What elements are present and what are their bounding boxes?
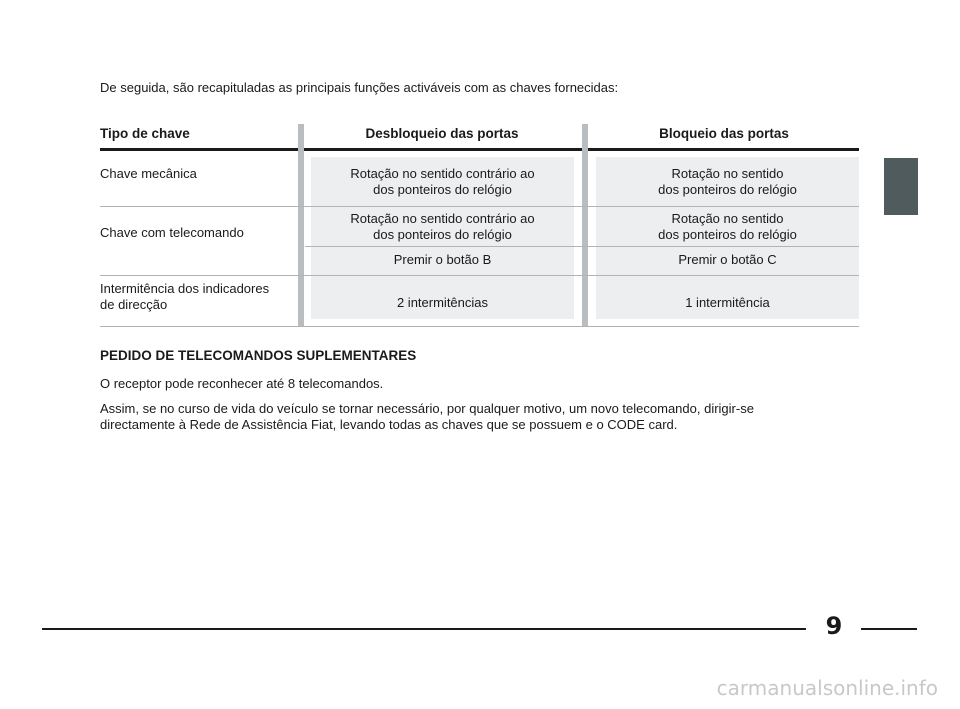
row-divider bbox=[100, 275, 859, 276]
row-divider bbox=[305, 246, 859, 247]
table-bottom-rule bbox=[100, 326, 859, 327]
row-key-type: Chave com telecomando bbox=[100, 225, 244, 240]
chapter-tab-marker bbox=[884, 158, 918, 215]
column-divider bbox=[298, 124, 304, 326]
row-unlock-cell: Rotação no sentido contrário ao dos ponteiros do relógio bbox=[350, 166, 535, 197]
page-number: 9 bbox=[825, 612, 843, 640]
row-lock-extra-cell: Premir o botão C bbox=[678, 252, 777, 267]
row-unlock-cell: Rotação no sentido contrário ao dos ponteiros do relógio bbox=[350, 211, 535, 242]
watermark: carmanualsonline.info bbox=[716, 676, 938, 700]
row-divider bbox=[100, 206, 859, 207]
intro-text: De seguida, são recapituladas as principais funções activáveis com as chaves fornecidas: bbox=[100, 80, 619, 95]
paragraph: Assim, se no curso de vida do veículo se tornar necessário, por qualquer motivo, um novo telecomando, dirigir-se directamente à Rede de Assistência Fiat, levando todas as chaves que se possuem e o CODE card. bbox=[100, 401, 754, 432]
row-lock-cell: Rotação no sentido dos ponteiros do relógio bbox=[658, 166, 797, 197]
footer-rule bbox=[42, 628, 806, 630]
section-title: PEDIDO DE TELECOMANDOS SUPLEMENTARES bbox=[100, 348, 417, 363]
header-rule bbox=[100, 148, 859, 151]
header-lock: Bloqueio das portas bbox=[659, 126, 789, 141]
column-divider bbox=[582, 124, 588, 326]
row-key-type: Intermitência dos indicadores de direcção bbox=[100, 281, 270, 312]
paragraph: O receptor pode reconhecer até 8 telecomandos. bbox=[100, 376, 384, 391]
header-key-type: Tipo de chave bbox=[100, 126, 190, 141]
row-lock-cell: 1 intermitência bbox=[685, 295, 770, 310]
row-unlock-extra-cell: Premir o botão B bbox=[393, 252, 492, 267]
row-lock-cell: Rotação no sentido dos ponteiros do relógio bbox=[658, 211, 797, 242]
footer-rule bbox=[861, 628, 917, 630]
header-unlock: Desbloqueio das portas bbox=[365, 126, 519, 141]
row-unlock-cell: 2 intermitências bbox=[396, 295, 489, 310]
row-key-type: Chave mecânica bbox=[100, 166, 197, 181]
